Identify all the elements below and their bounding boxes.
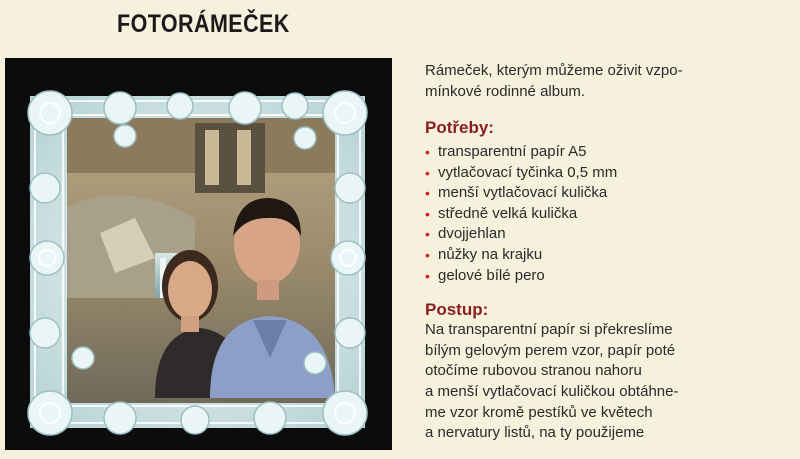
list-item (425, 183, 795, 204)
list-item (425, 245, 795, 266)
list-item (425, 142, 795, 163)
bullet-icon: • (425, 185, 430, 202)
intro-line: mínkové rodinné album. (425, 82, 586, 100)
bullet-icon: • (425, 226, 430, 243)
supplies-heading: Potřeby: (425, 118, 494, 137)
list-item-label: menší vytlačovací kulička (438, 184, 608, 202)
list-item (425, 204, 795, 225)
procedure-line: Na transparentní papír si překreslíme (425, 321, 673, 339)
bullet-icon: • (425, 246, 430, 263)
article-text (425, 61, 795, 444)
framed-photo (5, 58, 392, 450)
procedure-paragraph (425, 320, 795, 444)
procedure-line: me vzor kromě pestíků ve květech (425, 403, 653, 421)
lace-frame-illustration (5, 58, 392, 450)
procedure-line: bílým gelovým perem vzor, papír poté (425, 341, 676, 359)
bullet-icon: • (425, 205, 430, 222)
list-item-label: středně velká kulička (438, 204, 578, 222)
list-item (425, 163, 795, 184)
list-item-label: gelové bílé pero (438, 266, 545, 284)
article-title: FOTORÁMEČEK (117, 10, 290, 38)
procedure-line: otočíme rubovou stranou nahoru (425, 362, 642, 380)
list-item-label: transparentní papír A5 (438, 143, 587, 160)
procedure-line: a menší vytlačovací kuličkou obtáhne- (425, 382, 679, 400)
procedure-heading: Postup: (425, 300, 489, 320)
bullet-icon: • (425, 164, 430, 181)
list-item-label: nůžky na krajku (438, 245, 543, 263)
intro-line: Rámeček, kterým můžeme oživit vzpo- (425, 62, 683, 79)
procedure-line: a nervatury listů, na ty použijeme (425, 424, 645, 442)
bullet-icon: • (425, 144, 430, 160)
supplies-list (425, 142, 795, 286)
list-item-label: dvojjehlan (438, 225, 506, 243)
list-item-label: vytlačovací tyčinka 0,5 mm (438, 163, 618, 181)
list-item (425, 266, 795, 287)
intro-paragraph (425, 61, 795, 102)
list-item (425, 224, 795, 245)
bullet-icon: • (425, 267, 430, 284)
